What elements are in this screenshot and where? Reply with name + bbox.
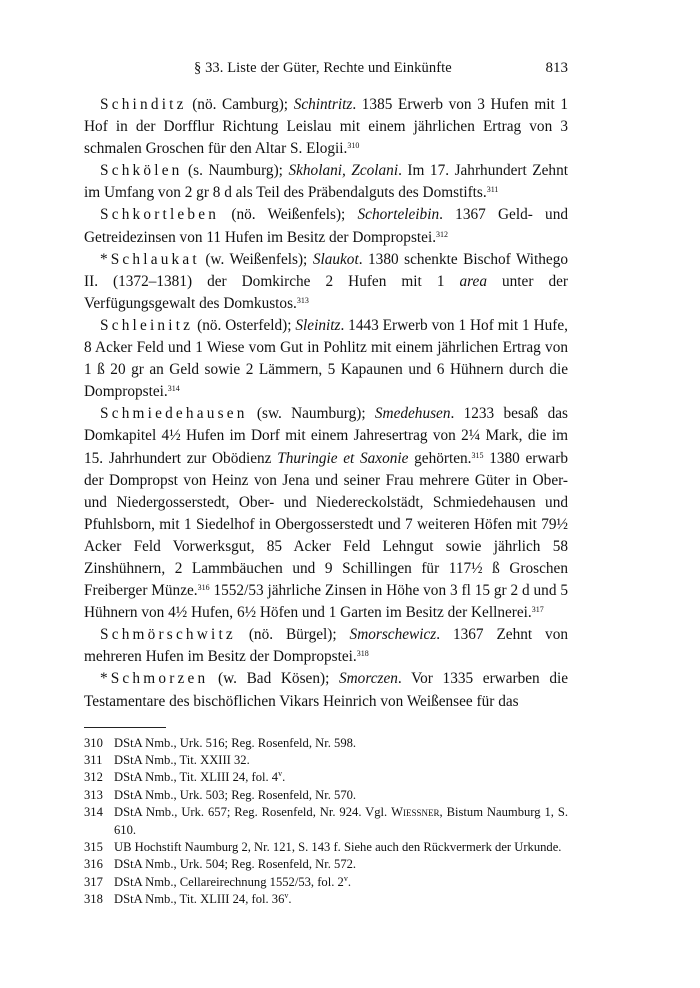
place-location: (nö. Osterfeld); — [193, 316, 296, 334]
footnote-text — [114, 752, 568, 769]
text-run: . 1233 besaß das Domkapitel 4½ Hufen im Dorf mit einem Jahresertrag von 2¼ Mark, die im 15. Jahrhundert zur Obödienz — [84, 405, 568, 467]
entry-text: . Vor 1335 erwarben die Testamentare des bischöflichen Vikars Heinrich von Weißensee für das — [84, 670, 569, 710]
text-run: UB Hochstift Naumburg 2, Nr. 121, S. 143 f. Siehe auch den Rückvermerk der Urkunde. — [114, 840, 562, 855]
place-variant: Smorschewicz — [349, 626, 437, 644]
footnote-ref: 316 — [197, 583, 210, 593]
footnote-text — [114, 839, 568, 856]
footnote-text — [114, 787, 568, 804]
text-run: . — [282, 770, 286, 785]
text-run: 1380 erwarb der Dompropst von Heinz von Jena und seiner Frau mehrere Güter in Ober- und Niedergosserstedt, Ober- und Niedereckolstädt, Schmiedehausen und Pfuhlsborn, mit 1 Siedelhof in Obergosserstedt und 7 weiteren Höfen mit 79½ Acker Feld Vorwerksgut, 85 Acker Feld Lehngut sowie jährlich 58 Zinshühnern, 2 Lammbäuchen und 9 Schillingen für 117½ ß Groschen Freiberger Münze. — [84, 449, 568, 600]
place-name: Schlaukat — [110, 250, 200, 268]
text-run: DStA Nmb., Urk. 504; Reg. Rosenfeld, Nr. 572. — [114, 857, 357, 872]
entry-text — [84, 405, 568, 621]
footnote-number: 315 — [84, 840, 103, 855]
entry-text: . 1367 Zehnt von mehreren Hufen im Besitz der Dompropstei. — [84, 626, 568, 666]
place-name: Schinditz — [100, 96, 187, 113]
italic-term: Thuringie et Saxonie — [277, 449, 409, 467]
footnote-ref: 310 — [347, 141, 360, 151]
place-location: (w. Bad Kösen); — [208, 670, 339, 688]
text-run: 1552/53 jährliche Zinsen in Höhe von 3 fl 15 gr 2 d und 5 Hühnern von 4½ Hufen, 6½ Höfen und 1 Garten im Besitz der Kellnerei. — [84, 582, 568, 622]
text-run: . — [347, 874, 351, 889]
text-run: DStA Nmb., Urk. 503; Reg. Rosenfeld, Nr. 570. — [114, 787, 357, 802]
place-entry — [84, 624, 568, 668]
footnote-ref: v — [343, 873, 348, 883]
italic-term: area — [459, 272, 487, 290]
footnote-ref: 317 — [531, 605, 544, 615]
running-head — [84, 60, 568, 84]
footnote — [84, 856, 568, 873]
footnote — [84, 891, 568, 908]
place-location: (nö. Camburg); — [186, 96, 294, 113]
place-entry — [84, 160, 568, 204]
footnote-text — [114, 735, 568, 752]
footnote-number: 318 — [84, 892, 103, 907]
running-head-title: § 33. Liste der Güter, Rechte und Einkünfte — [194, 60, 452, 76]
footnote-ref: 315 — [471, 450, 484, 460]
footnote — [84, 874, 568, 891]
author-name: Wiessner — [391, 805, 440, 820]
footnote-ref: 311 — [486, 185, 499, 195]
place-entry — [84, 204, 568, 248]
footnote — [84, 804, 568, 839]
footnote-ref: v — [284, 891, 289, 901]
footnote-number: 314 — [84, 805, 103, 820]
place-entry — [84, 315, 568, 403]
footnote — [84, 839, 568, 856]
page-number: 813 — [545, 60, 568, 76]
place-entry — [84, 249, 568, 315]
footnote-ref: 318 — [356, 649, 369, 659]
entry-text: . 1367 Geld- und Getreidezinsen von 11 Hufen im Besitz der Dompropstei. — [84, 206, 568, 246]
place-entry — [84, 403, 568, 624]
footnote-ref: 313 — [296, 295, 309, 305]
text-run: , Bistum Naumburg 1, S. 610. — [114, 805, 568, 837]
place-location: (w. Weißenfels); — [199, 250, 313, 268]
place-entry — [84, 94, 568, 160]
footnote — [84, 752, 568, 769]
footnote — [84, 787, 568, 804]
entry-text: . 1385 Erwerb von 3 Hufen mit 1 Hof in der Dorfflur Richtung Leislau mit einem jährlichen Ertrag von 3 schmalen Groschen für den Altar S. Elogii. — [84, 96, 569, 158]
text-run: unter der Verfügungsgewalt des Domkustos. — [84, 272, 568, 312]
place-variant: Slaukot — [312, 250, 359, 268]
place-name: Schkölen — [100, 162, 183, 180]
footnote-number: 310 — [84, 735, 103, 750]
footnote-number: 317 — [84, 874, 103, 889]
footnote-number: 312 — [84, 770, 103, 785]
footnote-ref: 312 — [436, 229, 449, 239]
footnotes — [84, 735, 568, 909]
place-name: Schmorzen — [110, 670, 209, 688]
footnote-number: 311 — [84, 753, 103, 768]
text-run: DStA Nmb., Urk. 516; Reg. Rosenfeld, Nr. 598. — [114, 735, 357, 750]
text-run: DStA Nmb., Urk. 657; Reg. Rosenfeld, Nr. 924. Vgl. — [114, 805, 392, 820]
footnote — [84, 769, 568, 786]
footnote-number: 316 — [84, 857, 103, 872]
text-run: DStA Nmb., Tit. XLIII 24, fol. 36 — [114, 892, 285, 907]
place-location: (nö. Weißenfels); — [219, 206, 358, 224]
entry-text: . 1443 Erwerb von 1 Hof mit 1 Hufe, 8 Acker Feld und 1 Wiese vom Gut in Pohlitz mit einem jährlichen Ertrag von 1 ß 20 gr an Geld sowie 2 Lämmern, 5 Kapaunen und 6 Hühnern durch die Dompropstei. — [84, 316, 568, 401]
place-variant: Smorczen — [338, 670, 398, 688]
place-name: Schmörschwitz — [100, 626, 236, 644]
text-run: DStA Nmb., Cellareirechnung 1552/53, fol. 2 — [114, 874, 344, 889]
footnote-text — [114, 856, 568, 873]
entry-prefix: * — [100, 250, 111, 268]
place-entry — [84, 668, 568, 712]
footnote-ref: v — [278, 769, 283, 779]
text-run: DStA Nmb., Tit. XXIII 32. — [114, 753, 250, 768]
footnote-text — [114, 769, 568, 786]
text-run: DStA Nmb., Tit. XLIII 24, fol. 4 — [114, 770, 279, 785]
entry-text: . Im 17. Jahrhundert Zehnt im Umfang von 2 gr 8 d als Teil des Präbendalguts des Domstifts. — [84, 162, 568, 202]
place-name: Schleinitz — [100, 316, 194, 334]
footnote-text — [114, 891, 568, 908]
footnote-number: 313 — [84, 787, 103, 802]
place-location: (sw. Naumburg); — [247, 405, 375, 423]
footnote-ref: 314 — [167, 384, 180, 394]
text-run: . — [288, 892, 292, 907]
place-variant: Schintritz — [293, 96, 353, 113]
place-variant: Sleinitz — [295, 316, 341, 334]
place-variant: Schorteleibin — [357, 206, 440, 224]
footnote-text — [114, 804, 568, 839]
text-run: gehörten. — [408, 449, 472, 467]
place-location: (s. Naumburg); — [182, 162, 289, 180]
page — [84, 60, 568, 909]
place-name: Schkortleben — [100, 206, 220, 224]
footnote-text — [114, 874, 568, 891]
place-name: Schmiedehausen — [100, 405, 248, 423]
entry-prefix: * — [100, 670, 111, 688]
place-variant: Skholani, Zcolani — [288, 162, 399, 180]
footnote-divider — [84, 727, 166, 728]
place-location: (nö. Bürgel); — [235, 626, 350, 644]
main-text — [84, 94, 568, 713]
text-run: . 1380 schenkte Bischof Withego II. (1372–1381) der Domkirche 2 Hufen mit 1 — [84, 250, 569, 290]
footnote — [84, 735, 568, 752]
place-variant: Smedehusen — [374, 405, 451, 423]
